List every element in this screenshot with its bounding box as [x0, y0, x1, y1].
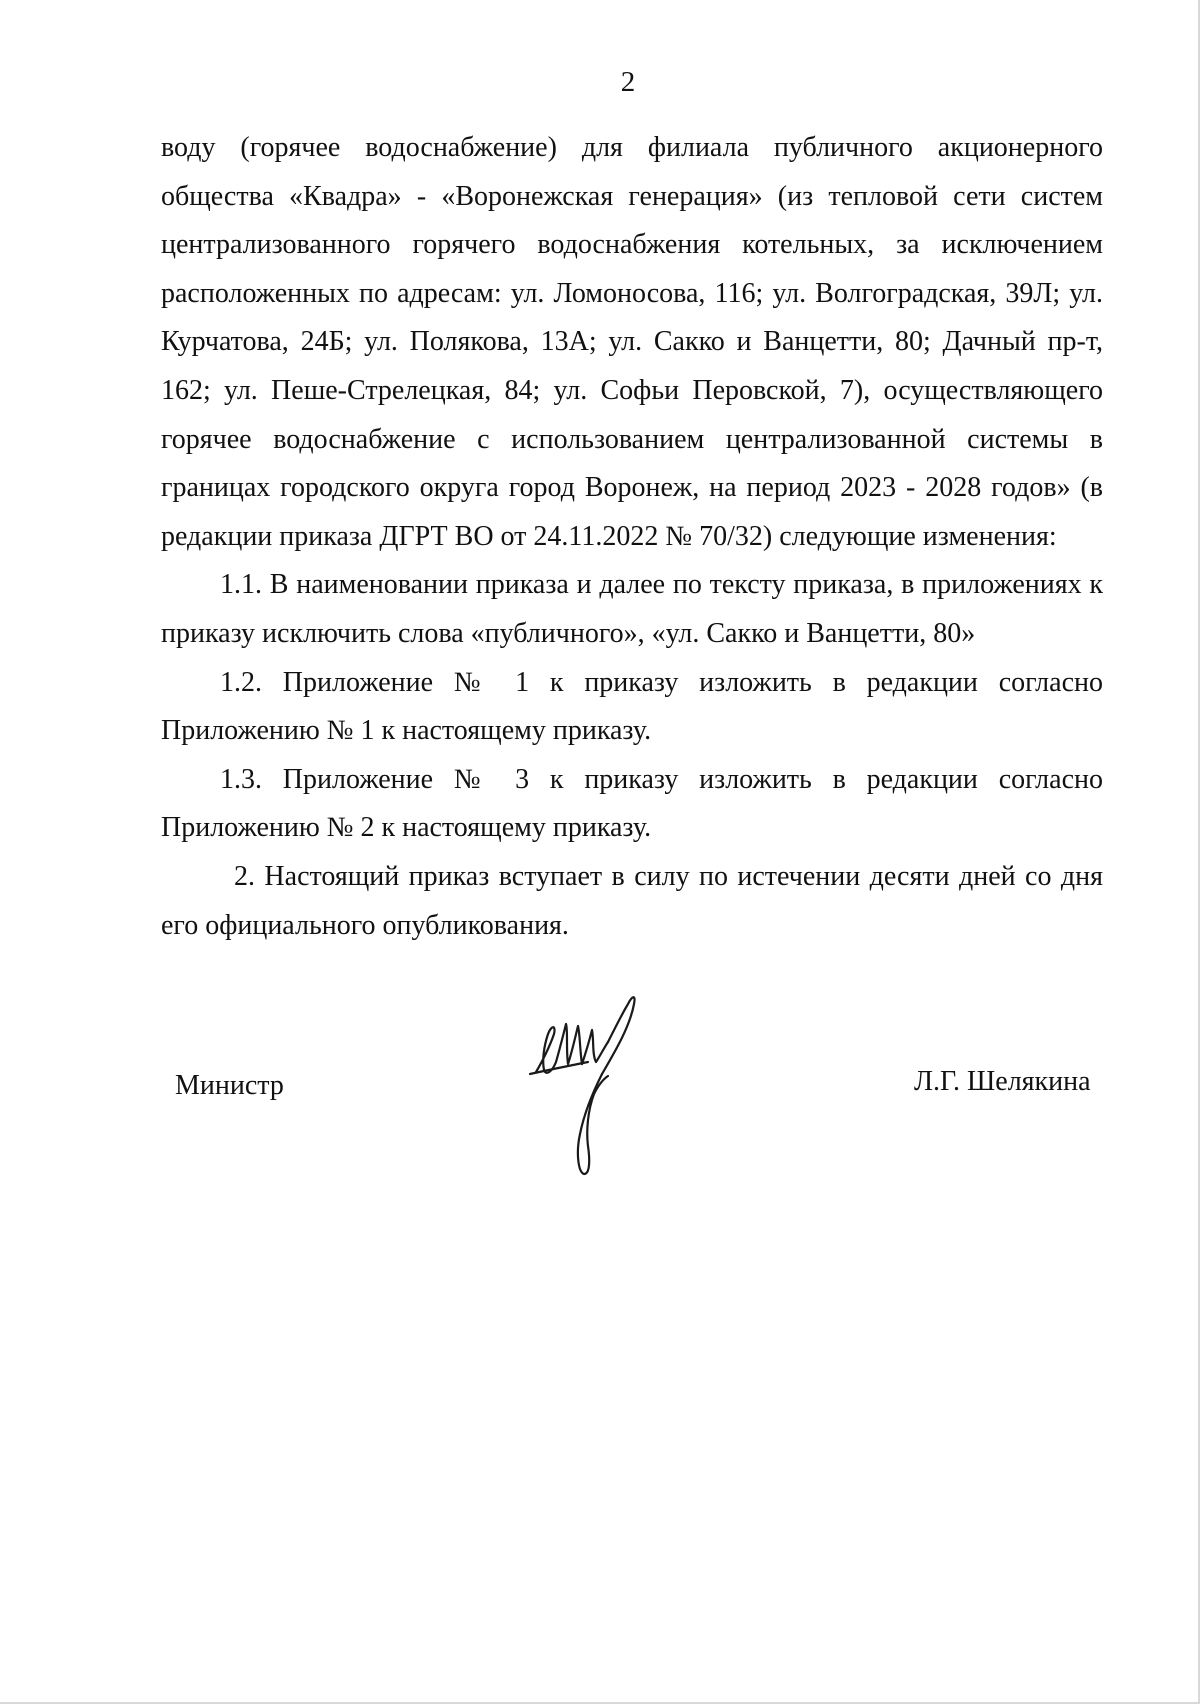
paragraph-item-1-1: 1.1. В наименовании приказа и далее по тексту приказа, в приложениях к приказу исключить слова «публичного», «ул. Сакко и Ванцетти, 80»	[161, 569, 1103, 649]
signer-name: Л.Г. Шелякина	[914, 1066, 1091, 1097]
document-body	[161, 124, 1103, 950]
page-number: 2	[620, 66, 636, 98]
position-title: Министр	[175, 1070, 284, 1101]
paragraph-continuation: воду (горячее водоснабжение) для филиала публичного акционерного общества «Квадра» - «Воронежская генерация» (из тепловой сети систем централизованного горячего водоснабжения котельных, за исключением расположенных по адресам: ул. Ломоносова, 116; ул. Волгоградская, 39Л; ул. Курчатова, 24Б; ул. Полякова, 13А; ул. Сакко и Ванцетти, 80; Дачный пр-т, 162; ул. Пеше-Стрелецкая, 84; ул. Софьи Перовской, 7), осуществляющего горячее водоснабжение с использованием централизованной системы в границах городского округа город Воронеж, на период 2023 - 2028 годов» (в редакции приказа ДГРТ ВО от 24.11.2022 № 70/32) следующие изменения:	[161, 132, 1103, 552]
paragraph-item-2: 2. Настоящий приказ вступает в силу по истечении десяти дней со дня его официального опубликования.	[161, 860, 1103, 941]
handwritten-signature	[528, 990, 668, 1180]
paragraph-item-1-3: 1.3. Приложение № 3 к приказу изложить в редакции согласно Приложению № 2 к настоящему приказу.	[161, 763, 1103, 844]
signature-block	[0, 990, 1200, 1190]
paragraph-item-1-2: 1.2. Приложение № 1 к приказу изложить в редакции согласно Приложению № 1 к настоящему приказу.	[161, 666, 1103, 747]
